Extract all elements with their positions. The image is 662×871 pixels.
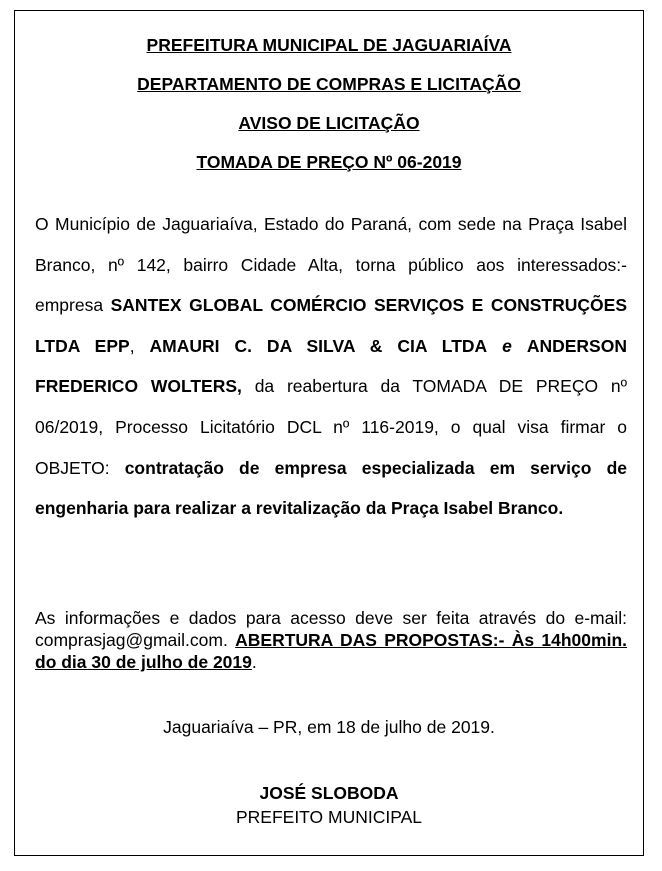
p1-company-amauri: AMAURI C. DA SILVA & CIA LTDA bbox=[149, 335, 488, 356]
header-tomada: TOMADA DE PREÇO Nº 06-2019 bbox=[196, 152, 462, 172]
notice-paragraph-1 bbox=[35, 204, 627, 529]
p1-company-santex: SANTEX GLOBAL COMÉRCIO SERVIÇOS E CONSTRUÇÕES LTDA EPP bbox=[35, 295, 627, 356]
p1-conjunction: e bbox=[487, 335, 527, 356]
signature-name: JOSÉ SLOBODA bbox=[259, 783, 399, 803]
header-departamento: DEPARTAMENTO DE COMPRAS E LICITAÇÃO bbox=[137, 74, 521, 94]
p1-company-anderson: ANDERSON FREDERICO WOLTERS, bbox=[35, 335, 627, 397]
p1-separator: , bbox=[129, 335, 150, 356]
header-aviso: AVISO DE LICITAÇÃO bbox=[238, 113, 420, 133]
header-prefeitura: PREFEITURA MUNICIPAL DE JAGUARIAÍVA bbox=[146, 35, 512, 55]
p1-intro: O Município de Jaguariaíva, Estado do Paraná, com sede na Praça Isabel Branco, nº 142, bairro Cidade Alta, torna público aos interessados:- empresa bbox=[35, 214, 627, 316]
p2-opening-date: ABERTURA DAS PROPOSTAS:- Às 14h00min. do dia 30 de julho de 2019 bbox=[35, 630, 627, 672]
notice-frame bbox=[14, 10, 644, 856]
notice-paragraph-2 bbox=[35, 607, 627, 673]
date-line: Jaguariaíva – PR, em 18 de julho de 2019. bbox=[163, 717, 495, 737]
p2-text: As informações e dados para acesso deve ser feita através do e-mail: comprasjag@gmail.com. bbox=[35, 608, 627, 650]
p1-object: contratação de empresa especializada em serviço de engenharia para realizar a revitalização da Praça Isabel Branco. bbox=[35, 457, 627, 519]
p2-end: . bbox=[251, 652, 257, 672]
signature-title: PREFEITO MUNICIPAL bbox=[235, 807, 423, 827]
p1-middle-text: da reabertura da TOMADA DE PREÇO nº 06/2019, Processo Licitatório DCL nº 116-2019, o qual visa firmar o OBJETO: bbox=[35, 376, 627, 478]
